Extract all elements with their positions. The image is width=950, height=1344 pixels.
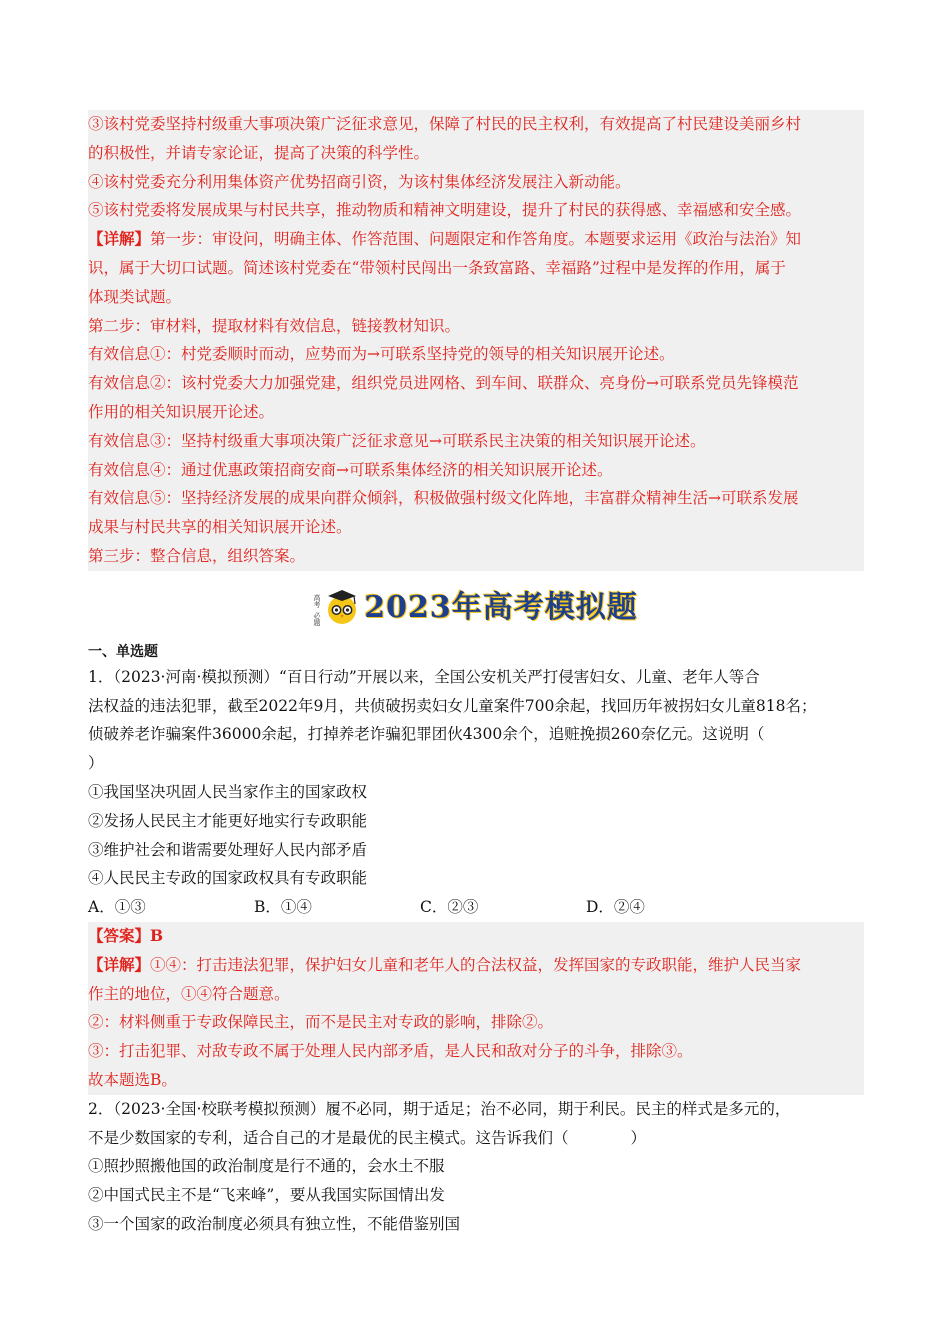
- question-stem: 法权益的违法犯罪，截至2022年9月，共侦破拐卖妇女儿童案件700余起，找回历年被拐妇女儿童818名；: [88, 696, 817, 715]
- option-d: D．②④: [586, 898, 645, 917]
- statement-2: ②中国式民主不是“飞来峰”，要从我国实际国情出发: [88, 1186, 445, 1205]
- svg-text:高考: 高考: [313, 593, 322, 608]
- question-stem: 侦破养老诈骗案件36000余起，打掉养老诈骗犯罪团伙4300余个，追赃挽损260奈亿元。这说明（: [88, 725, 765, 744]
- statement-1: ①照抄照搬他国的政治制度是行不通的，会水土不服: [88, 1157, 445, 1176]
- text-line: 第二步：审材料，提取材料有效信息，链接教材知识。: [88, 316, 461, 335]
- text-line: ③该村党委坚持村级重大事项决策广泛征求意见，保障了村民的民主权利，有效提高了村民建设美丽乡村: [88, 115, 802, 133]
- text-line: 作主的地位，①④符合题意。: [88, 984, 290, 1003]
- detail-line: [88, 225, 864, 254]
- text-line: ①④：打击违法犯罪，保护妇女儿童和老年人的合法权益，发挥国家的专政职能，维护人民当家: [150, 955, 802, 974]
- text-line: 有效信息①：村党委顺时而动，应势而为→可联系坚持党的领导的相关知识展开论述。: [88, 345, 675, 364]
- answer-line: 【答案】B: [88, 925, 164, 945]
- question-stem: ）: [88, 754, 104, 773]
- question-stem: 2．（2023·全国·校联考模拟预测）履不必同，期于适足；治不必同，期于利民。民主的样式是多元的，: [88, 1099, 791, 1118]
- owl-mascot-icon: [314, 582, 358, 626]
- text-line: 故本题选B。: [88, 1070, 177, 1089]
- text-line: 体现类试题。: [88, 287, 182, 306]
- section-banner: [88, 573, 864, 635]
- text-line: 第一步：审设问，明确主体、作答范围、问题限定和作答角度。本题要求运用《政治与法治》知: [150, 230, 802, 249]
- detail-tag: 【详解】: [88, 229, 151, 249]
- document-page: [88, 110, 864, 1239]
- analysis-block: [88, 110, 864, 571]
- statement-2: ②发扬人民民主才能更好地实行专政职能: [88, 811, 368, 830]
- text-line: 第三步：整合信息，组织答案。: [88, 546, 306, 565]
- detail-line: [88, 951, 864, 980]
- svg-text:必题: 必题: [313, 611, 322, 626]
- answer-options: [88, 893, 864, 922]
- detail-tag: 【详解】: [88, 954, 151, 974]
- text-line: 有效信息②：该村党委大力加强党建，组织党员进网格、到车间、联群众、亮身份→可联系党员先锋模范: [88, 374, 799, 393]
- question-stem: 不是少数国家的专利，适合自己的才是最优的民主模式。这告诉我们（ ）: [88, 1128, 647, 1147]
- answer-block: [88, 922, 864, 1095]
- text-line: 成果与村民共享的相关知识展开论述。: [88, 518, 352, 537]
- statement-3: ③维护社会和谐需要处理好人民内部矛盾: [88, 840, 368, 859]
- text-line: ⑤该村党委将发展成果与村民共享，推动物质和精神文明建设，提升了村民的获得感、幸福感和安全感。: [88, 201, 802, 220]
- option-a: A．①③: [88, 898, 146, 917]
- statement-3: ③一个国家的政治制度必须具有独立性，不能借鉴别国: [88, 1214, 461, 1233]
- text-line: 作用的相关知识展开论述。: [88, 402, 275, 421]
- question-2: [88, 1095, 864, 1239]
- banner-title: 2023年高考模拟题: [364, 589, 638, 625]
- text-line: 有效信息④：通过优惠政策招商安商→可联系集体经济的相关知识展开论述。: [88, 460, 613, 479]
- text-line: 有效信息③：坚持村级重大事项决策广泛征求意见→可联系民主决策的相关知识展开论述。: [88, 431, 706, 450]
- text-line: ④该村党委充分利用集体资产优势招商引资，为该村集体经济发展注入新动能。: [88, 172, 631, 191]
- statement-4: ④人民民主专政的国家政权具有专政职能: [88, 869, 368, 888]
- statement-1: ①我国坚决巩固人民当家作主的国家政权: [88, 782, 368, 801]
- text-line: 有效信息⑤：坚持经济发展的成果向群众倾斜，积极做强村级文化阵地，丰富群众精神生活→可联系发展: [88, 489, 799, 508]
- question-stem: 1．（2023·河南·模拟预测）“百日行动”开展以来，全国公安机关严打侵害妇女、儿童、老年人等合: [88, 667, 760, 686]
- text-line: ②：材料侧重于专政保障民主，而不是民主对专政的影响，排除②。: [88, 1013, 554, 1032]
- option-b: B．①④: [254, 898, 312, 917]
- text-line: ③：打击犯罪、对敌专政不属于处理人民内部矛盾，是人民和敌对分子的斗争，排除③。: [88, 1042, 693, 1061]
- text-line: 的积极性，并请专家论证，提高了决策的科学性。: [88, 143, 430, 162]
- section-title: 一、单选题: [88, 643, 158, 660]
- text-line: 识，属于大切口试题。简述该村党委在“带领村民闯出一条致富路、幸福路”过程中是发挥的作用，属于: [88, 258, 786, 277]
- option-c: C．②③: [420, 898, 479, 917]
- question-1: [88, 663, 864, 1095]
